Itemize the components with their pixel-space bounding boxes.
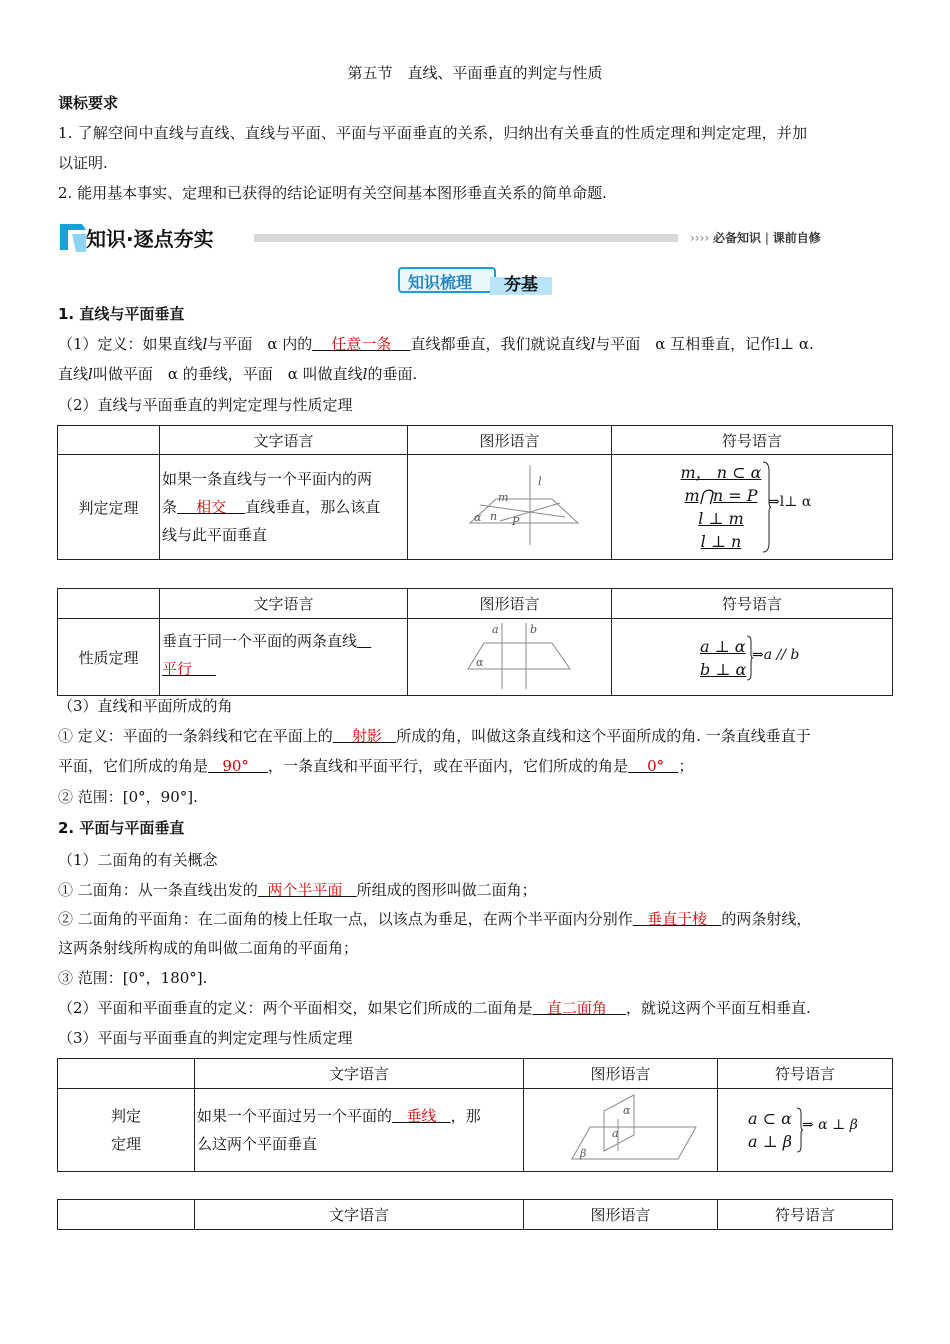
notation: l⊥ α. xyxy=(775,335,814,353)
symbol-cell xyxy=(718,1089,893,1172)
blank-underline xyxy=(258,881,357,899)
text xyxy=(197,1102,521,1130)
banner-right xyxy=(690,229,821,246)
subbanner-box-label: 知识梳理 xyxy=(408,273,473,292)
header-symbol: 符号语言 xyxy=(718,1200,893,1230)
sec2-sub1: （1）二面角的有关概念 xyxy=(58,851,218,869)
blank-underline xyxy=(312,335,410,353)
fig-label-m: m xyxy=(498,491,509,504)
symbol-result: ⇒ α ⊥ β xyxy=(802,1117,858,1133)
text: ① 定义：平面的一条斜线和它在平面上的 xyxy=(58,727,333,745)
figure-cell xyxy=(524,1089,718,1172)
answer-blank: 直二面角 xyxy=(546,999,607,1017)
fig-label-b: b xyxy=(530,623,538,636)
text: ，一条直线和平面平行，或在平面内，它们所成的角是 xyxy=(268,757,629,775)
angle-range: ② 范围：[0°，90°]. xyxy=(58,788,198,806)
blank-underline xyxy=(628,757,678,775)
text: 与平面 α 内的 xyxy=(207,335,313,353)
answer-blank: 任意一条 xyxy=(331,335,392,353)
header-empty xyxy=(58,1200,195,1230)
banner-right-b: 课前自修 xyxy=(772,231,821,245)
fig-label-alpha: α xyxy=(474,511,482,524)
text: ，就说这两个平面互相垂直. xyxy=(625,999,811,1017)
text: 平面，它们所成的角是 xyxy=(58,757,209,775)
text: ； xyxy=(678,757,694,775)
answer-blank: 90° xyxy=(222,757,249,775)
answer-blank: 垂线 xyxy=(406,1107,437,1125)
text: ，那 xyxy=(450,1107,481,1125)
text: 的垂面. xyxy=(367,365,418,383)
text: 的两条射线， xyxy=(721,910,812,928)
blank-underline xyxy=(357,632,371,650)
text xyxy=(162,655,405,683)
fig-label-a: a xyxy=(492,623,499,636)
blank-underline xyxy=(208,757,268,775)
sec1-definition-2 xyxy=(58,363,417,385)
banner-right-a: 必备知识 xyxy=(713,231,762,245)
header-figure: 图形语言 xyxy=(524,1200,718,1230)
dihedral-definition xyxy=(58,879,537,901)
row-label-1: 判定 xyxy=(110,1107,141,1125)
sec1-heading: 1. 直线与平面垂直 xyxy=(58,305,185,323)
arrows-icon: ›››› xyxy=(690,231,710,245)
sec2-heading: 2. 平面与平面垂直 xyxy=(58,819,185,837)
text: ② 二面角的平面角：在二面角的棱上任取一点，以该点为垂足，在两个半平面内分别作 xyxy=(58,910,633,928)
answer-blank: 0° xyxy=(647,757,665,775)
requirement-1-line2: 以证明. xyxy=(58,154,108,172)
figure-cell xyxy=(408,455,612,560)
text-cell xyxy=(195,1089,524,1172)
fig-label-l: l xyxy=(538,475,542,488)
fig-label-alpha: α xyxy=(623,1104,631,1117)
text: 所成的角，叫做这条直线和这个平面所成的角. 一条直线垂直于 xyxy=(396,727,811,745)
banner-title: 知识·逐点夯实 xyxy=(86,227,214,251)
text: （2）平面和平面垂直的定义：两个平面相交，如果它们所成的二面角是 xyxy=(58,999,533,1017)
text: 条 xyxy=(162,498,178,516)
blank-underline xyxy=(392,1107,451,1125)
row-label: 判定定理 xyxy=(58,455,160,560)
subbanner-after: 夯基 xyxy=(504,275,538,295)
page-title: 第五节 直线、平面垂直的判定与性质 xyxy=(347,64,603,82)
cond-2: a ⊥ β xyxy=(748,1132,793,1151)
sec1-sub2: （2）直线与平面垂直的判定定理与性质定理 xyxy=(58,396,353,414)
requirements-heading: 课标要求 xyxy=(58,94,119,112)
requirement-2: 2. 能用基本事实、定理和已获得的结论证明有关空间基本图形垂直关系的简单命题. xyxy=(58,184,607,202)
blank-underline xyxy=(633,910,722,928)
cond-3: l ⊥ m xyxy=(698,509,744,528)
text: 垂直于同一个平面的两条直线 xyxy=(162,632,358,650)
var-l: l xyxy=(590,335,596,353)
symbol-conditions xyxy=(676,461,766,553)
blank-underline xyxy=(333,727,396,745)
text-cell xyxy=(160,619,408,696)
fig-label-p: P xyxy=(512,515,520,528)
header-empty xyxy=(58,589,160,619)
requirement-1-line1: 1. 了解空间中直线与直线、直线与平面、平面与平面垂直的关系，归纳出有关垂直的性质定理和判定定理，并加 xyxy=(58,124,808,142)
plane-angle-definition xyxy=(58,908,811,930)
var-l: l xyxy=(202,335,208,353)
header-empty xyxy=(58,1059,195,1089)
text: 与平面 α 互相垂直，记作 xyxy=(595,335,776,353)
row-label: 性质定理 xyxy=(58,619,160,696)
text: 线与此平面垂直 xyxy=(162,526,268,544)
symbol-cell xyxy=(612,455,893,560)
fig-label-alpha: α xyxy=(476,656,484,669)
blank-underline xyxy=(162,660,216,678)
text: 直线 xyxy=(58,365,89,383)
parallel-lines-figure xyxy=(410,619,609,691)
fig-label-n: n xyxy=(490,510,498,523)
cond-4: l ⊥ n xyxy=(700,532,742,551)
header-symbol: 符号语言 xyxy=(718,1059,893,1089)
text: 如果一条直线与一个平面内的两 xyxy=(162,470,373,488)
header-figure: 图形语言 xyxy=(408,589,612,619)
header-text: 文字语言 xyxy=(195,1059,524,1089)
angle-definition xyxy=(58,725,811,747)
line-plane-property-table xyxy=(57,588,893,696)
text: ① 二面角：从一条直线出发的 xyxy=(58,881,258,899)
symbol-result: ⇒a // b xyxy=(752,647,800,663)
text: 直线都垂直，我们就说直线 xyxy=(410,335,591,353)
header-text: 文字语言 xyxy=(195,1200,524,1230)
text: 么这两个平面垂直 xyxy=(197,1135,318,1153)
row-label-2: 定理 xyxy=(110,1135,141,1153)
text xyxy=(162,627,405,655)
plane-perpendicular-definition xyxy=(58,997,811,1019)
cond-2: b ⊥ α xyxy=(700,660,747,679)
sec1-sub3: （3）直线和平面所成的角 xyxy=(58,697,233,715)
line-plane-judge-table xyxy=(57,425,893,560)
text: 叫做平面 α 的垂线，平面 α 叫做直线 xyxy=(92,365,363,383)
sec2-sub3: （3）平面与平面垂直的判定定理与性质定理 xyxy=(58,1029,353,1047)
answer-blank: 射影 xyxy=(351,727,382,745)
text: 如果一个平面过另一个平面的 xyxy=(197,1107,393,1125)
text: 所组成的图形叫做二面角； xyxy=(356,881,537,899)
header-symbol: 符号语言 xyxy=(612,426,893,455)
subsection-banner xyxy=(398,267,554,299)
header-text: 文字语言 xyxy=(160,426,408,455)
header-text: 文字语言 xyxy=(160,589,408,619)
dihedral-range: ③ 范围：[0°，180°]. xyxy=(58,969,208,987)
blank-underline xyxy=(177,498,245,516)
cond-1: m， n ⊂ α xyxy=(680,463,762,482)
fig-label-a: a xyxy=(612,1127,619,1140)
header-figure: 图形语言 xyxy=(524,1059,718,1089)
symbol-cell xyxy=(612,619,893,696)
cond-1: a ⊂ α xyxy=(748,1109,792,1128)
blank-underline xyxy=(533,999,626,1017)
section-banner xyxy=(58,220,858,256)
fig-label-beta: β xyxy=(580,1147,587,1160)
var-l: l xyxy=(88,365,93,383)
figure-cell xyxy=(408,619,612,696)
header-figure: 图形语言 xyxy=(408,426,612,455)
var-l: l xyxy=(362,365,368,383)
symbol-conditions xyxy=(748,1107,792,1153)
symbol-result: ⇒l⊥ α xyxy=(768,494,812,510)
answer-blank: 平行 xyxy=(162,660,193,678)
row-label xyxy=(58,1089,195,1172)
angle-definition-2 xyxy=(58,755,693,777)
banner-sep: | xyxy=(764,231,769,245)
text-cell xyxy=(160,455,408,560)
plane-angle-definition-2: 这两条射线所构成的角叫做二面角的平面角； xyxy=(58,939,359,957)
cond-1: a ⊥ α xyxy=(700,637,746,656)
sec1-definition xyxy=(58,333,814,355)
plane-plane-figure xyxy=(526,1089,715,1167)
text xyxy=(162,493,405,521)
symbol-conditions xyxy=(700,635,746,681)
answer-blank: 两个半平面 xyxy=(267,881,343,899)
header-empty xyxy=(58,426,160,455)
header-symbol: 符号语言 xyxy=(612,589,893,619)
cond-2: m⋂n = P xyxy=(684,486,758,505)
text: （1）定义：如果直线 xyxy=(58,335,203,353)
plane-plane-property-table xyxy=(57,1199,893,1230)
text: 直线垂直，那么该直 xyxy=(245,498,381,516)
answer-blank: 相交 xyxy=(196,498,227,516)
line-plane-figure xyxy=(410,455,609,555)
plane-plane-judge-table xyxy=(57,1058,893,1172)
answer-blank: 垂直于棱 xyxy=(647,910,708,928)
